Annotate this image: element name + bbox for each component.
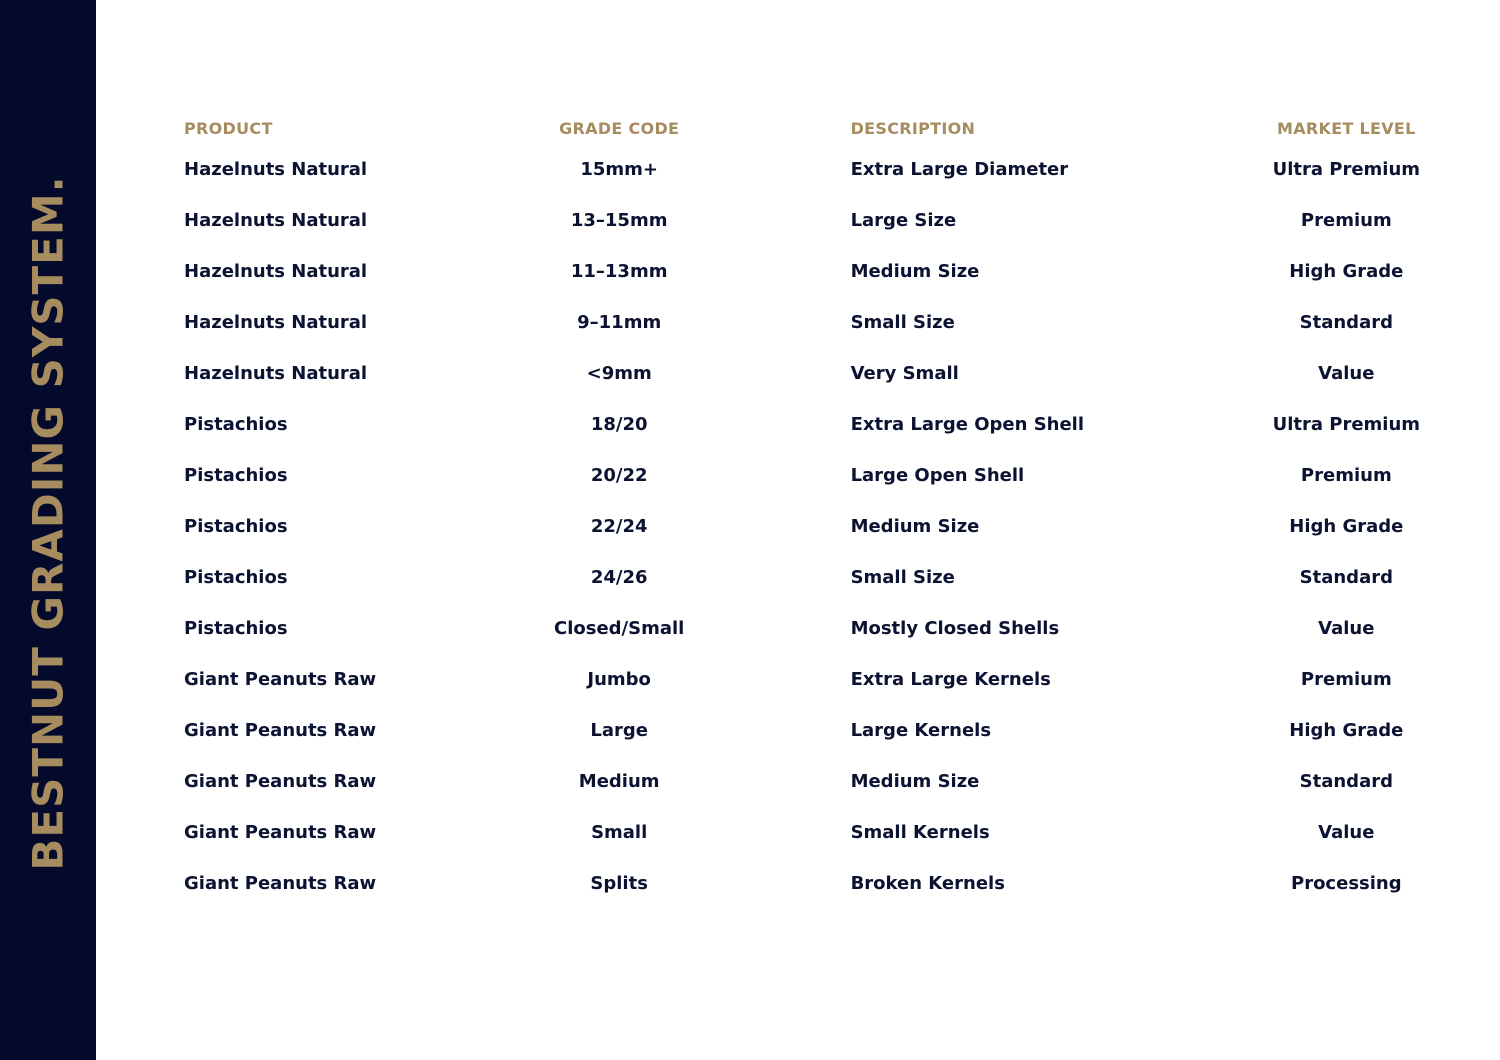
cell-description: Small Size	[850, 312, 955, 333]
table-row	[176, 603, 1466, 654]
cell-product: Giant Peanuts Raw	[184, 873, 377, 894]
table-row	[176, 399, 1466, 450]
header-product: PRODUCT	[184, 118, 273, 138]
cell-description: Medium Size	[850, 516, 980, 537]
table-row	[176, 348, 1466, 399]
cell-description: Very Small	[850, 363, 959, 384]
cell-description: Large Size	[850, 210, 957, 231]
cell-market-level: Standard	[1299, 771, 1393, 792]
grading-table	[176, 112, 1466, 909]
cell-description: Small Kernels	[850, 822, 990, 843]
cell-market-level: Value	[1318, 618, 1375, 639]
cell-market-level: Value	[1318, 822, 1375, 843]
cell-grade-code: 13–15mm	[570, 210, 668, 231]
table-row	[176, 705, 1466, 756]
cell-grade-code: 9–11mm	[577, 312, 662, 333]
cell-grade-code: 20/22	[590, 465, 648, 486]
cell-product: Pistachios	[184, 516, 288, 537]
cell-product: Hazelnuts Natural	[184, 159, 368, 180]
cell-grade-code: 11–13mm	[570, 261, 668, 282]
table-row	[176, 654, 1466, 705]
cell-product: Giant Peanuts Raw	[184, 771, 377, 792]
cell-description: Broken Kernels	[850, 873, 1005, 894]
cell-market-level: Standard	[1299, 567, 1393, 588]
cell-grade-code: 24/26	[590, 567, 648, 588]
cell-grade-code: Closed/Small	[554, 618, 685, 639]
cell-product: Giant Peanuts Raw	[184, 720, 377, 741]
table-row	[176, 858, 1466, 909]
cell-market-level: Value	[1318, 363, 1375, 384]
table-row	[176, 297, 1466, 348]
cell-product: Pistachios	[184, 465, 288, 486]
cell-description: Large Kernels	[850, 720, 992, 741]
cell-market-level: High Grade	[1289, 516, 1404, 537]
cell-market-level: Premium	[1300, 669, 1392, 690]
cell-grade-code: Splits	[590, 873, 648, 894]
cell-product: Hazelnuts Natural	[184, 261, 368, 282]
cell-grade-code: Small	[591, 822, 648, 843]
cell-market-level: High Grade	[1289, 261, 1404, 282]
header-grade-code: GRADE CODE	[559, 118, 680, 138]
cell-product: Pistachios	[184, 618, 288, 639]
cell-market-level: Standard	[1299, 312, 1393, 333]
cell-grade-code: Jumbo	[587, 669, 651, 690]
cell-description: Extra Large Kernels	[850, 669, 1051, 690]
cell-product: Hazelnuts Natural	[184, 312, 368, 333]
cell-product: Pistachios	[184, 414, 288, 435]
cell-grade-code: Large	[590, 720, 648, 741]
table-row	[176, 756, 1466, 807]
cell-description: Medium Size	[850, 771, 980, 792]
cell-product: Pistachios	[184, 567, 288, 588]
table-row	[176, 246, 1466, 297]
cell-grade-code: 15mm+	[580, 159, 658, 180]
cell-description: Extra Large Open Shell	[850, 414, 1085, 435]
cell-description: Mostly Closed Shells	[850, 618, 1060, 639]
cell-product: Hazelnuts Natural	[184, 210, 368, 231]
cell-product: Giant Peanuts Raw	[184, 822, 377, 843]
table-row	[176, 450, 1466, 501]
cell-description: Extra Large Diameter	[850, 159, 1069, 180]
header-description: DESCRIPTION	[850, 118, 976, 138]
cell-grade-code: Medium	[578, 771, 660, 792]
cell-description: Small Size	[850, 567, 955, 588]
table-header-row	[176, 112, 1466, 144]
sidebar-title: BESTNUT GRADING SYSTEM.	[23, 175, 73, 871]
cell-market-level: Premium	[1300, 465, 1392, 486]
cell-market-level: Ultra Premium	[1272, 414, 1421, 435]
cell-grade-code: 22/24	[590, 516, 648, 537]
cell-market-level: Premium	[1300, 210, 1392, 231]
cell-product: Giant Peanuts Raw	[184, 669, 377, 690]
cell-grade-code: <9mm	[586, 363, 652, 384]
sidebar	[0, 0, 96, 1060]
table-row	[176, 195, 1466, 246]
table-row	[176, 501, 1466, 552]
cell-market-level: High Grade	[1289, 720, 1404, 741]
cell-description: Medium Size	[850, 261, 980, 282]
table-row	[176, 552, 1466, 603]
cell-product: Hazelnuts Natural	[184, 363, 368, 384]
cell-description: Large Open Shell	[850, 465, 1025, 486]
cell-market-level: Ultra Premium	[1272, 159, 1421, 180]
header-market-level: MARKET LEVEL	[1276, 118, 1416, 138]
table-row	[176, 807, 1466, 858]
table-row	[176, 144, 1466, 195]
cell-market-level: Processing	[1291, 873, 1402, 894]
cell-grade-code: 18/20	[590, 414, 648, 435]
